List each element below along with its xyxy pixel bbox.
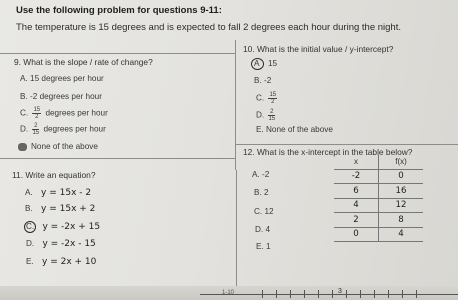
q11-option-e[interactable] — [26, 257, 96, 267]
q10-option-d-letter: D. — [256, 110, 265, 120]
table-cell-x: 4 — [334, 198, 379, 213]
q9-option-d-suffix: degrees per hour — [43, 124, 106, 134]
q11-option-d-letter: D. — [26, 239, 35, 248]
q9-option-c-letter: C. — [20, 108, 29, 118]
footer-left-label: 1-10 — [222, 290, 235, 296]
table-cell-x: 2 — [334, 213, 379, 228]
q11-option-b[interactable] — [25, 204, 95, 214]
divider-q12-top — [236, 144, 458, 145]
q9-option-c[interactable] — [20, 107, 108, 120]
q11-option-a[interactable] — [25, 188, 91, 198]
number-line-tick — [304, 290, 305, 298]
q10-option-a-letter[interactable]: A — [254, 59, 260, 68]
table-row — [334, 213, 423, 228]
q10-d-numerator: 2 — [270, 109, 274, 115]
q11-question: 11. Write an equation? — [12, 170, 96, 180]
q10-c-numerator: 15 — [269, 92, 277, 98]
q9-c-numerator: 15 — [33, 107, 41, 113]
q10-option-a-value[interactable]: 15 — [268, 59, 278, 68]
q12-option-b[interactable]: B. 2 — [254, 188, 269, 197]
q12-option-a[interactable]: A. -2 — [252, 170, 270, 179]
q10-option-d-fraction — [268, 109, 275, 122]
table-row — [334, 169, 423, 184]
xf-table — [334, 155, 423, 242]
q11-option-b-equation: y = 15x + 2 — [41, 204, 96, 214]
q10-option-e[interactable]: E. None of the above — [256, 125, 333, 134]
q9-option-c-suffix: degrees per hour — [45, 108, 108, 118]
q11-option-c[interactable] — [26, 222, 100, 232]
divider-q9-top — [0, 53, 235, 54]
q11-option-d-equation: y = -2x - 15 — [42, 239, 96, 249]
q9-option-d-letter: D. — [20, 124, 29, 134]
q9-option-c-fraction — [32, 107, 41, 120]
number-line-tick — [276, 290, 277, 298]
number-line-tick — [374, 290, 375, 298]
number-line-tick — [332, 290, 333, 298]
number-line-tick — [402, 290, 403, 298]
number-line-tick — [360, 290, 361, 298]
q9-question: 9. What is the slope / rate of change? — [14, 57, 153, 67]
number-line-tick — [262, 290, 263, 298]
q9-d-denominator: 15 — [32, 130, 40, 136]
q12-option-e[interactable]: E. 1 — [256, 242, 271, 251]
q11-option-b-letter: B. — [25, 204, 33, 213]
q11-option-e-equation: y = 2x + 10 — [42, 257, 97, 267]
table-header-row — [334, 155, 423, 169]
q10-c-denominator: 2 — [271, 99, 275, 105]
q11-option-e-letter: E. — [26, 257, 34, 266]
table-cell-fx: 0 — [379, 169, 424, 184]
q10-option-c-fraction — [268, 92, 277, 105]
table-cell-fx: 4 — [379, 227, 424, 242]
divider-vertical-top — [235, 40, 236, 170]
q9-d-numerator: 2 — [34, 123, 38, 129]
table-cell-x: -2 — [334, 169, 379, 184]
q11-option-c-letter: C. — [26, 222, 35, 231]
table-header-x: x — [334, 155, 379, 169]
q10-option-c-letter: C. — [256, 93, 265, 103]
table-row — [334, 198, 423, 213]
table-header-fx: f(x) — [379, 155, 424, 169]
q9-option-d-fraction — [32, 123, 39, 136]
problem-statement: The temperature is 15 degrees and is expected to fall 2 degrees each hour during the night. — [16, 22, 401, 33]
table-cell-fx: 12 — [379, 198, 424, 213]
number-line-tick — [318, 290, 319, 298]
number-line-tick — [416, 290, 417, 298]
q9-option-e[interactable]: None of the above — [31, 142, 98, 151]
footer-right-label: 3 — [338, 288, 342, 295]
q11-option-d[interactable] — [26, 239, 96, 249]
table-cell-x: 6 — [334, 184, 379, 199]
q9-option-a[interactable]: A. 15 degrees per hour — [20, 74, 104, 83]
q9-option-d[interactable] — [20, 123, 106, 136]
number-line-tick — [388, 290, 389, 298]
q12-option-d[interactable]: D. 4 — [255, 225, 271, 234]
q11-option-a-letter: A. — [25, 188, 33, 197]
q10-option-b[interactable]: B. -2 — [254, 76, 272, 85]
q11-option-c-equation: y = -2x + 15 — [42, 222, 101, 232]
divider-vertical-bottom — [236, 170, 237, 286]
q12-question: 12. What is the x-intercept in the table below? — [243, 147, 413, 157]
q10-question: 10. What is the initial value / y-intercept? — [243, 44, 394, 54]
table-row — [334, 227, 423, 242]
table-row — [334, 184, 423, 199]
q9-option-e-filled-mark — [18, 143, 27, 151]
q9-option-b[interactable]: B. -2 degrees per hour — [20, 92, 102, 101]
number-line — [200, 294, 458, 295]
q10-d-denominator: 15 — [268, 116, 276, 122]
q10-option-d[interactable] — [256, 109, 277, 122]
table-cell-x: 0 — [334, 227, 379, 242]
q11-option-a-equation: y = 15x - 2 — [41, 188, 92, 198]
table-cell-fx: 16 — [379, 184, 424, 199]
instructions-header: Use the following problem for questions 9-11: — [16, 5, 222, 16]
table-cell-fx: 8 — [379, 213, 424, 228]
number-line-tick — [290, 290, 291, 298]
number-line-tick — [346, 290, 347, 298]
divider-q11-top — [0, 158, 235, 159]
q12-option-c[interactable]: C. 12 — [254, 207, 274, 216]
q10-option-c[interactable] — [256, 92, 279, 105]
q9-c-denominator: 2 — [35, 114, 39, 120]
